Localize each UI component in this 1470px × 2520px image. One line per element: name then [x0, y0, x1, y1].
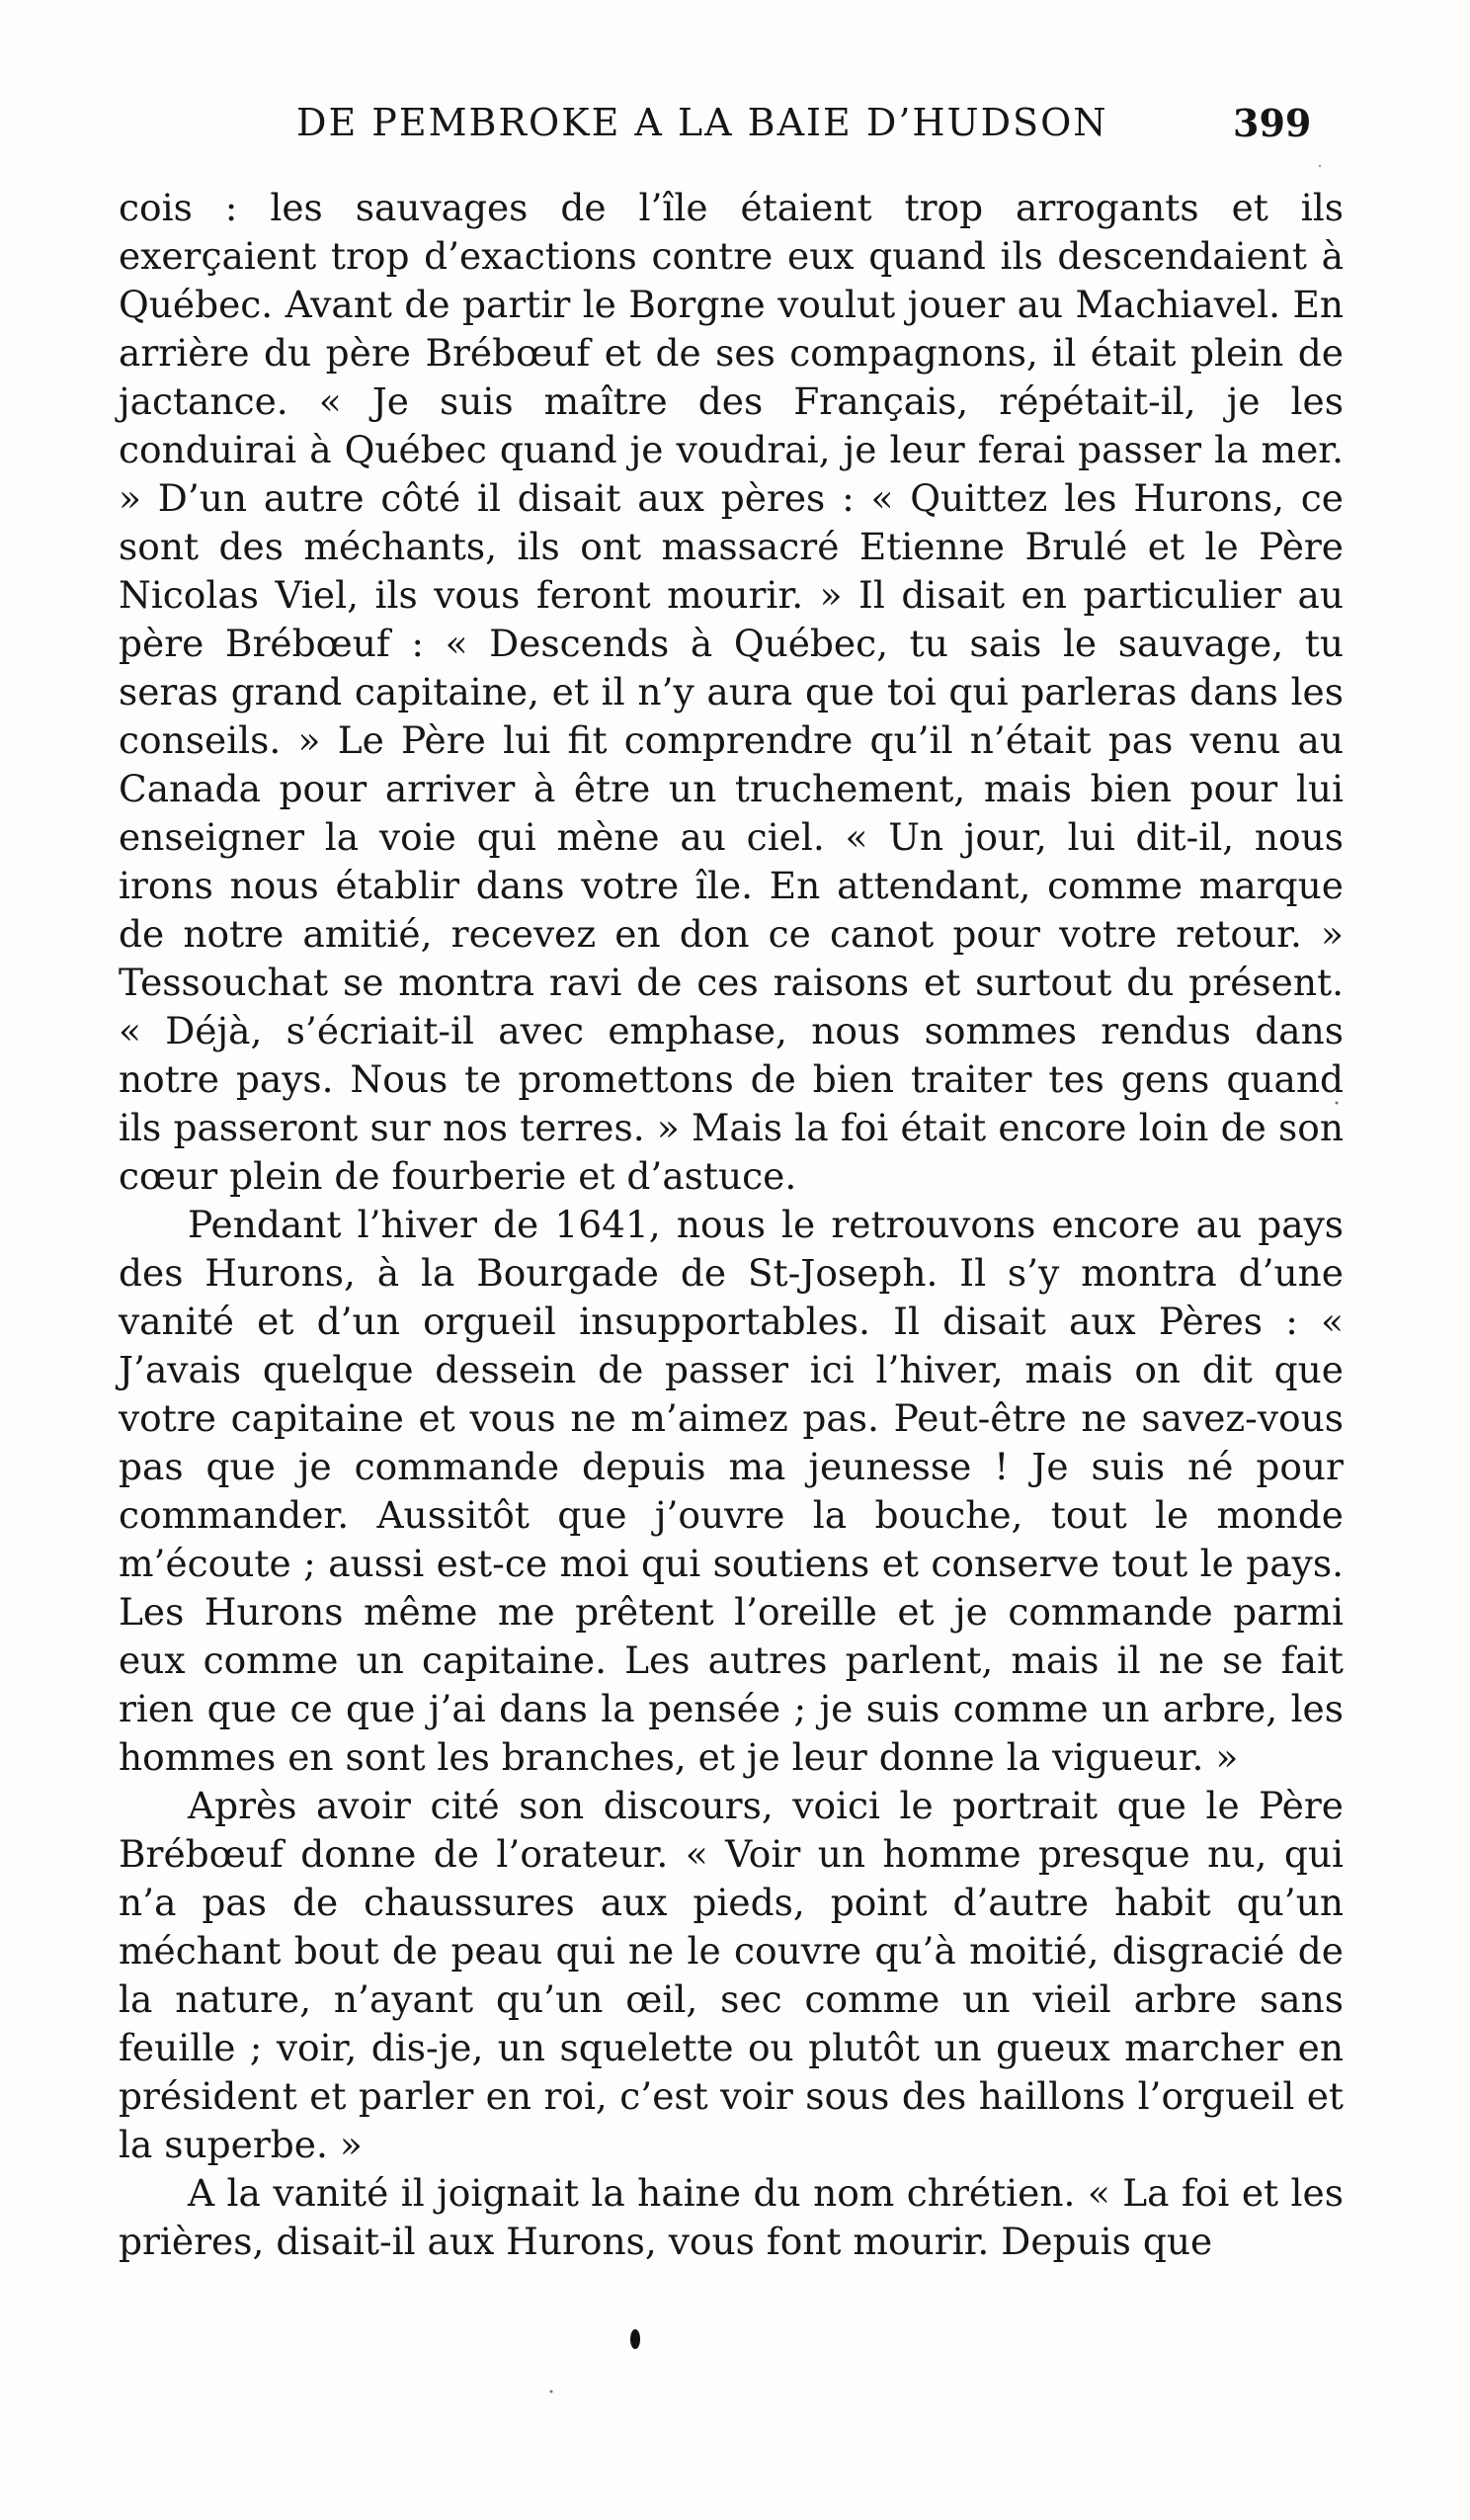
running-title: DE PEMBROKE A LA BAIE D’HUDSON [296, 101, 1108, 144]
paragraph: Après avoir cité son discours, voici le portrait que le Père Brébœuf donne de l’orateur. « Voir un homme presque nu, qui n’a pas de chaussures aux pieds, point d’autre habit qu’un méchant bout de peau qui ne le couvre qu’à moitié, disgracié de la nature, n’ayant qu’un œil, sec comme un vieil arbre sans feuille ; voir, dis-je, un squelette ou plutôt un gueux marcher en président et parler en roi, c’est voir sous des haillons l’orgueil et la superbe. » [119, 1784, 1344, 2166]
page-number: 399 [1233, 101, 1312, 145]
paragraph: A la vanité il joignait la haine du nom chrétien. « La foi et les prières, disait-il aux Hurons, vous font mourir. Depuis que [119, 2171, 1344, 2263]
ink-speck [1319, 165, 1321, 167]
paragraph: Pendant l’hiver de 1641, nous le retrouvons encore au pays des Hurons, à la Bourgade de St-Joseph. Il s’y montra d’une vanité et d’un orgueil insupportables. Il disait aux Pères : « J’avais quelque dessein de passer ici l’hiver, mais on dit que votre capitaine et vous ne m’aimez pas. Peut-être ne savez-vous pas que je commande depuis ma jeunesse ! Je suis né pour commander. Aussitôt que j’ouvre la bouche, tout le monde m’écoute ; aussi est-ce moi qui soutiens et conserve tout le pays. Les Hurons même me prêtent l’oreille et je commande parmi eux comme un capitaine. Les autres parlent, mais il ne se fait rien que ce que j’ai dans la pensée ; je suis comme un arbre, les hommes en sont les branches, et je leur donne la vigueur. » [119, 1203, 1344, 1779]
paragraph-continued: cois : les sauvages de l’île étaient trop arrogants et ils exerçaient trop d’exactions contre eux quand ils descendaient à Québec. Avant de partir le Borgne voulut jouer au Machiavel. En arrière du père Brébœuf et de ses compagnons, il était plein de jactance. « Je suis maître des Français, répétait-il, je les conduirai à Québec quand je voudrai, je leur ferai passer la mer. » D’un autre côté il disait aux pères : « Quittez les Hurons, ce sont des méchants, ils ont massacré Etienne Brulé et le Père Nicolas Viel, ils vous feront mourir. » Il disait en particulier au père Brébœuf : « Descends à Québec, tu sais le sauvage, tu seras grand capitaine, et il n’y aura que toi qui parleras dans les conseils. » Le Père lui fit comprendre qu’il n’était pas venu au Canada pour arriver à être un truchement, mais bien pour lui enseigner la voie qui mène au ciel. « Un jour, lui dit-il, nous irons nous établir dans votre île. En attendant, comme marque de notre amitié, recevez en don ce canot pour votre retour. » Tessouchat se montra ravi de ces raisons et surtout du présent. « Déjà, s’écriait-il avec emphase, nous sommes rendus dans notre pays. Nous te promettons de bien traiter tes gens quand ils passeront sur nos terres. » Mais la foi était encore loin de son cœur plein de fourberie et d’astuce. [119, 186, 1344, 1198]
body-text [119, 184, 1344, 2266]
running-head [0, 101, 1470, 160]
ink-blot [630, 2329, 640, 2349]
ink-speck [550, 2391, 553, 2394]
